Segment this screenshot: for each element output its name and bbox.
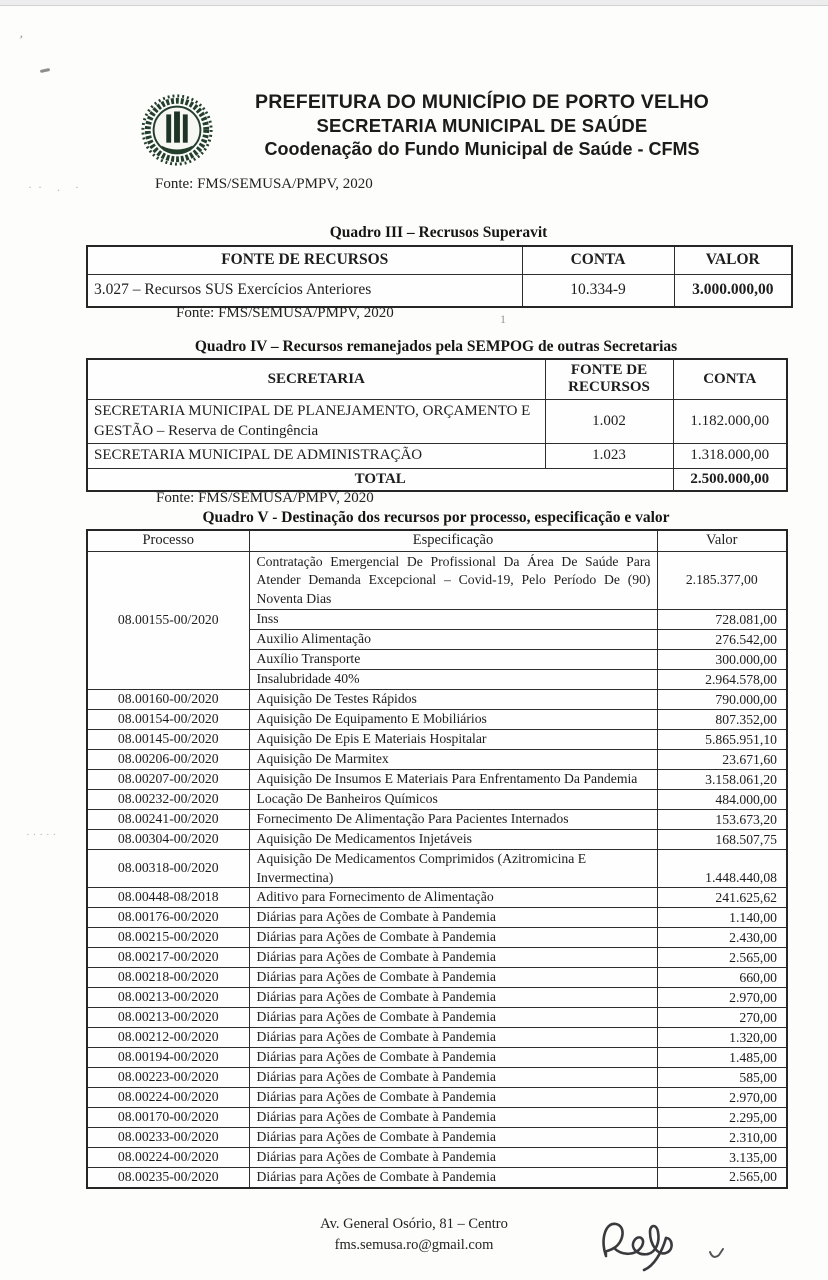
cell-valor: 168.507,75 — [657, 830, 787, 850]
cell-valor: 2.565,00 — [657, 948, 787, 968]
cell-processo: 08.00207-00/2020 — [87, 770, 249, 790]
cell-especificacao: Aquisição De Epis E Materiais Hospitalar — [249, 730, 657, 750]
cell-processo: 08.00233-00/2020 — [87, 1128, 249, 1148]
col-header-conta: CONTA — [673, 359, 787, 399]
cell-especificacao: Aquisição De Medicamentos Injetáveis — [249, 830, 657, 850]
cell-processo: 08.00215-00/2020 — [87, 928, 249, 948]
col-header-conta: CONTA — [522, 246, 674, 274]
cell-processo: 08.00213-00/2020 — [87, 1008, 249, 1028]
table-row — [87, 988, 787, 1008]
org-name: PREFEITURA DO MUNICÍPIO DE PORTO VELHO — [255, 91, 709, 113]
table-row — [87, 1148, 787, 1168]
table-row — [87, 888, 787, 908]
org-unit: Coodenação do Fundo Municipal de Saúde - CFMS — [264, 139, 700, 159]
cell-valor: 153.673,20 — [657, 810, 787, 830]
cell-processo: 08.00194-00/2020 — [87, 1048, 249, 1068]
table-row — [87, 1068, 787, 1088]
cell-processo: 08.00223-00/2020 — [87, 1068, 249, 1088]
cell-processo: 08.00224-00/2020 — [87, 1148, 249, 1168]
cell-processo: 08.00213-00/2020 — [87, 988, 249, 1008]
col-header-fonte-recursos: FONTE DE RECURSOS — [545, 359, 673, 399]
table-row — [87, 1088, 787, 1108]
scan-artifact-digit: 1 — [500, 312, 506, 326]
quadro3-table — [86, 245, 793, 308]
table-row — [87, 710, 787, 730]
cell-valor: 241.625,62 — [657, 888, 787, 908]
table-row — [87, 1108, 787, 1128]
scan-artifact: ····· — [26, 829, 60, 841]
cell-valor: 2.970,00 — [657, 1088, 787, 1108]
cell-especificacao: Contratação Emergencial De Profissional Da Área De Saúde Para Atender Demanda Excepcional – Covid-19, Pelo Período De (90) Noventa Dias — [249, 551, 657, 610]
col-header-fonte-recursos: FONTE DE RECURSOS — [87, 246, 522, 274]
table-row — [87, 850, 787, 888]
cell-valor: 1.485,00 — [657, 1048, 787, 1068]
cell-valor: 270,00 — [657, 1008, 787, 1028]
table-row — [87, 790, 787, 810]
cell-fonte: 1.023 — [545, 443, 673, 468]
cell-valor: 23.671,60 — [657, 750, 787, 770]
table-row — [87, 1128, 787, 1148]
org-department: SECRETARIA MUNICIPAL DE SAÚDE — [316, 115, 648, 136]
cell-especificacao: Diárias para Ações de Combate à Pandemia — [249, 1028, 657, 1048]
cell-especificacao: Diárias para Ações de Combate à Pandemia — [249, 948, 657, 968]
cell-processo: 08.00218-00/2020 — [87, 968, 249, 988]
cell-fonte-recursos: 3.027 – Recursos SUS Exercícios Anteriores — [87, 274, 522, 307]
cell-valor: 3.000.000,00 — [674, 274, 792, 307]
quadro3-title: Quadro III – Recrusos Superavit — [329, 224, 548, 241]
cell-processo: 08.00145-00/2020 — [87, 730, 249, 750]
total-label: TOTAL — [87, 468, 673, 491]
cell-valor: 790.000,00 — [657, 690, 787, 710]
cell-valor: 728.081,00 — [657, 610, 787, 630]
quadro4-table — [86, 358, 788, 492]
source-note: Fonte: FMS/SEMUSA/PMPV, 2020 — [155, 176, 373, 192]
cell-processo: 08.00448-08/2018 — [87, 888, 249, 908]
letterhead — [138, 88, 732, 172]
table-row — [87, 1028, 787, 1048]
cell-especificacao: Insalubridade 40% — [249, 670, 657, 690]
table-row — [87, 810, 787, 830]
cell-valor: 300.000,00 — [657, 650, 787, 670]
handwritten-signature — [592, 1208, 742, 1276]
col-header-especificacao: Especificação — [249, 530, 657, 551]
cell-especificacao: Fornecimento De Alimentação Para Pacientes Internados — [249, 810, 657, 830]
cell-especificacao: Diárias para Ações de Combate à Pandemia — [249, 988, 657, 1008]
cell-especificacao: Auxílio Transporte — [249, 650, 657, 670]
cell-valor: 3.158.061,20 — [657, 770, 787, 790]
cell-especificacao: Diárias para Ações de Combate à Pandemia — [249, 1128, 657, 1148]
cell-especificacao: Diárias para Ações de Combate à Pandemia — [249, 968, 657, 988]
col-header-processo: Processo — [87, 530, 249, 551]
cell-valor: 660,00 — [657, 968, 787, 988]
cell-processo: 08.00176-00/2020 — [87, 908, 249, 928]
cell-especificacao: Diárias para Ações de Combate à Pandemia — [249, 1088, 657, 1108]
table-row — [87, 399, 787, 443]
cell-valor: 484.000,00 — [657, 790, 787, 810]
table-row — [87, 274, 792, 307]
source-note: Fonte: FMS/SEMUSA/PMPV, 2020 — [176, 305, 394, 321]
cell-processo: 08.00212-00/2020 — [87, 1028, 249, 1048]
cell-secretaria: SECRETARIA MUNICIPAL DE ADMINISTRAÇÃO — [87, 443, 545, 468]
table-row — [87, 928, 787, 948]
footer-address: Av. General Osório, 81 – Centro — [320, 1216, 508, 1232]
table-header-row — [87, 530, 787, 551]
cell-processo: 08.00235-00/2020 — [87, 1168, 249, 1188]
cell-valor: 2.964.578,00 — [657, 670, 787, 690]
cell-processo: 08.00217-00/2020 — [87, 948, 249, 968]
cell-especificacao: Auxilio Alimentação — [249, 630, 657, 650]
quadro5-table — [86, 529, 788, 1189]
cell-valor: 2.430,00 — [657, 928, 787, 948]
cell-especificacao: Diárias para Ações de Combate à Pandemia — [249, 928, 657, 948]
table-row — [87, 1048, 787, 1068]
cell-processo: 08.00154-00/2020 — [87, 710, 249, 730]
cell-especificacao: Diárias para Ações de Combate à Pandemia — [249, 1108, 657, 1128]
quadro5-title: Quadro V - Destinação dos recursos por processo, especificação e valor — [202, 509, 670, 526]
scan-artifact: ·· . · — [28, 180, 85, 194]
cell-especificacao: Diárias para Ações de Combate à Pandemia — [249, 1068, 657, 1088]
cell-processo: 08.00160-00/2020 — [87, 690, 249, 710]
cell-especificacao: Aquisição De Medicamentos Comprimidos (Azitromicina E Invermectina) — [249, 850, 657, 888]
col-header-secretaria: SECRETARIA — [87, 359, 545, 399]
cell-especificacao: Aquisição De Insumos E Materiais Para Enfrentamento Da Pandemia — [249, 770, 657, 790]
footer-email: fms.semusa.ro@gmail.com — [334, 1237, 494, 1253]
cell-valor: 1.140,00 — [657, 908, 787, 928]
cell-valor: 585,00 — [657, 1068, 787, 1088]
table-header-row — [87, 246, 792, 274]
table-row — [87, 750, 787, 770]
quadro4-title: Quadro IV – Recursos remanejados pela SEMPOG de outras Secretarias — [194, 338, 678, 355]
table-row — [87, 730, 787, 750]
table-row — [87, 948, 787, 968]
scan-edge-strip — [0, 0, 828, 6]
table-total-row — [87, 468, 787, 491]
cell-valor: 2.970,00 — [657, 988, 787, 1008]
cell-processo: 08.00170-00/2020 — [87, 1108, 249, 1128]
cell-processo: 08.00241-00/2020 — [87, 810, 249, 830]
cell-valor: 1.448.440,08 — [657, 850, 787, 888]
table-row — [87, 830, 787, 850]
cell-conta: 1.182.000,00 — [673, 399, 787, 443]
cell-processo: 08.00318-00/2020 — [87, 850, 249, 888]
table-row — [87, 1168, 787, 1188]
cell-processo: 08.00232-00/2020 — [87, 790, 249, 810]
cell-especificacao: Diárias para Ações de Combate à Pandemia — [249, 1048, 657, 1068]
cell-secretaria: SECRETARIA MUNICIPAL DE PLANEJAMENTO, ORÇAMENTO E GESTÃO – Reserva de Contingência — [87, 399, 545, 443]
cell-processo: 08.00224-00/2020 — [87, 1088, 249, 1108]
cell-valor: 276.542,00 — [657, 630, 787, 650]
cell-valor: 2.185.377,00 — [657, 551, 787, 610]
col-header-valor: VALOR — [674, 246, 792, 274]
cell-valor: 3.135,00 — [657, 1148, 787, 1168]
cell-especificacao: Diárias para Ações de Combate à Pandemia — [249, 1008, 657, 1028]
municipality-crest-icon — [138, 88, 216, 172]
col-header-valor: Valor — [657, 530, 787, 551]
scan-artifact — [40, 68, 50, 73]
scan-artifact: ’ — [15, 31, 25, 48]
letterhead-text — [232, 88, 732, 172]
cell-processo: 08.00206-00/2020 — [87, 750, 249, 770]
table-row — [87, 968, 787, 988]
cell-especificacao: Inss — [249, 610, 657, 630]
cell-valor: 2.295,00 — [657, 1108, 787, 1128]
cell-especificacao: Diárias para Ações de Combate à Pandemia — [249, 1148, 657, 1168]
table-row — [87, 770, 787, 790]
cell-especificacao: Locação De Banheiros Químicos — [249, 790, 657, 810]
cell-especificacao: Aquisição De Marmitex — [249, 750, 657, 770]
cell-especificacao: Aquisição De Equipamento E Mobiliários — [249, 710, 657, 730]
table-header-row — [87, 359, 787, 399]
cell-fonte: 1.002 — [545, 399, 673, 443]
cell-especificacao: Aditivo para Fornecimento de Alimentação — [249, 888, 657, 908]
cell-valor: 2.565,00 — [657, 1168, 787, 1188]
table-row — [87, 1008, 787, 1028]
table-row — [87, 908, 787, 928]
cell-valor: 807.352,00 — [657, 710, 787, 730]
total-value: 2.500.000,00 — [673, 468, 787, 491]
source-note: Fonte: FMS/SEMUSA/PMPV, 2020 — [156, 490, 374, 506]
table-row — [87, 690, 787, 710]
cell-conta: 1.318.000,00 — [673, 443, 787, 468]
cell-conta: 10.334-9 — [522, 274, 674, 307]
cell-valor: 1.320,00 — [657, 1028, 787, 1048]
cell-especificacao: Aquisição De Testes Rápidos — [249, 690, 657, 710]
cell-valor: 2.310,00 — [657, 1128, 787, 1148]
table-row — [87, 551, 787, 610]
cell-processo-group: 08.00155-00/2020 — [87, 551, 249, 690]
table-row — [87, 443, 787, 468]
cell-processo: 08.00304-00/2020 — [87, 830, 249, 850]
cell-especificacao: Diárias para Ações de Combate à Pandemia — [249, 1168, 657, 1188]
cell-especificacao: Diárias para Ações de Combate à Pandemia — [249, 908, 657, 928]
cell-valor: 5.865.951,10 — [657, 730, 787, 750]
